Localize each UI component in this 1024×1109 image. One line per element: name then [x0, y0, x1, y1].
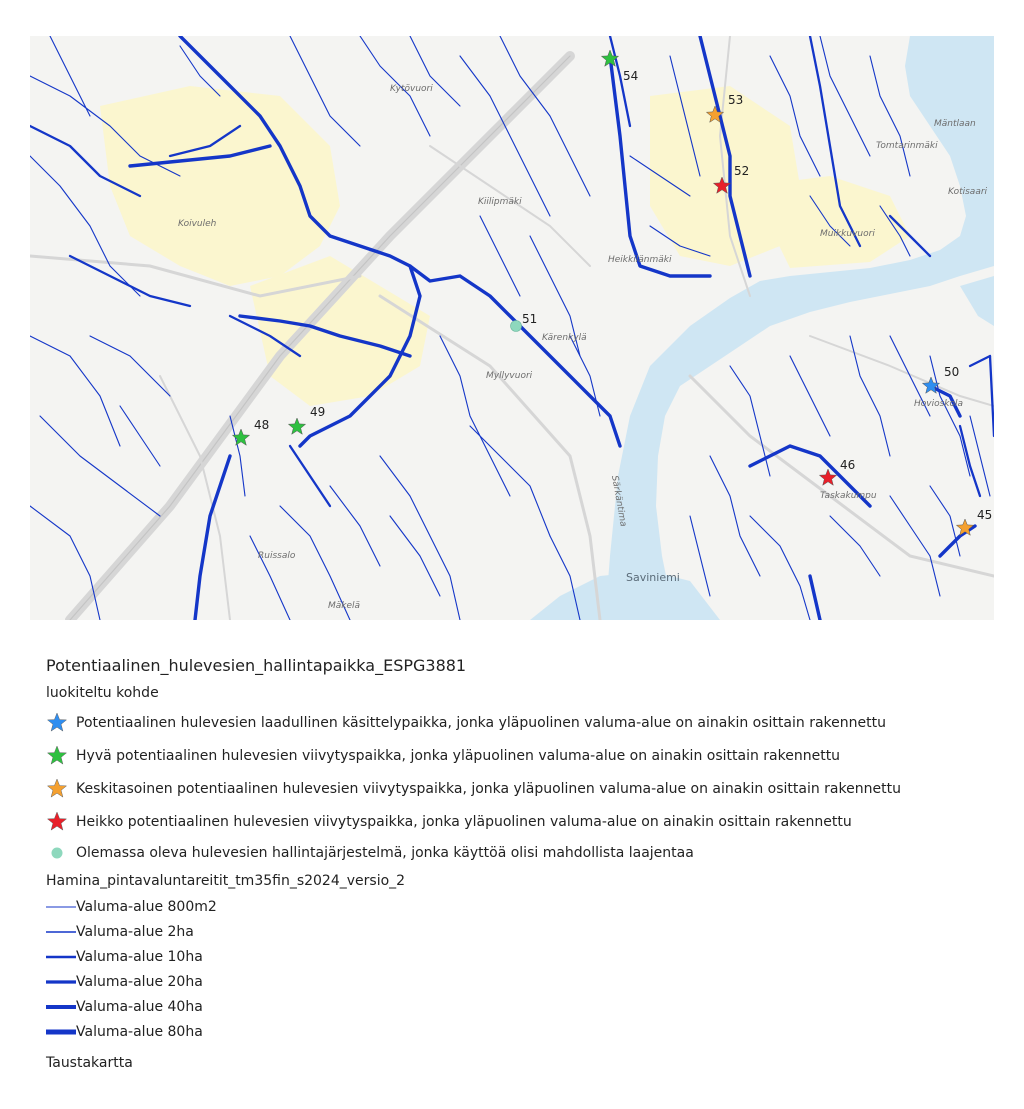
- line-icon: [46, 1027, 76, 1037]
- legend-line-800m2[interactable]: [46, 894, 986, 919]
- place-label: Taskakumpu: [820, 491, 877, 501]
- point-number: 46: [840, 458, 856, 472]
- star-icon: [46, 745, 76, 767]
- place-label: Kärenkylä: [542, 333, 587, 343]
- place-label: Koivuleh: [178, 219, 217, 229]
- place-label: Muikkuvuori: [820, 229, 875, 239]
- legend-label: Potentiaalinen hulevesien laadullinen käsittelypaikka, jonka yläpuolinen valuma-alue on ainakin osittain rakennettu: [76, 714, 886, 731]
- place-label: Saviniemi: [626, 571, 680, 584]
- legend-line-10ha[interactable]: [46, 944, 986, 969]
- map-legend: [46, 652, 986, 1078]
- legend-label: Keskitasoinen potentiaalinen hulevesien viivytyspaikka, jonka yläpuolinen valuma-alue on ainakin osittain rakennettu: [76, 780, 901, 797]
- legend-item-good[interactable]: [46, 739, 986, 772]
- water-label: Kotisaari: [948, 187, 988, 197]
- map-canvas: [30, 36, 994, 620]
- place-label: Ruissalo: [258, 551, 296, 561]
- point-number: 53: [728, 93, 744, 107]
- water-label: Mäntlaan: [934, 119, 976, 129]
- point-number: 54: [623, 69, 639, 83]
- place-label: Myllyvuori: [486, 371, 533, 381]
- legend-item-existing[interactable]: [46, 838, 986, 868]
- map-panel[interactable]: [30, 36, 994, 620]
- legend-label: Hyvä potentiaalinen hulevesien viivytyspaikka, jonka yläpuolinen valuma-alue on ainakin osittain rakennettu: [76, 747, 841, 764]
- place-label: Heikkilänmäki: [608, 255, 672, 265]
- circle-icon: [46, 842, 76, 864]
- legend-label: Valuma-alue 10ha: [76, 948, 203, 965]
- legend-item-medium[interactable]: [46, 772, 986, 805]
- place-label: Tomtarinmäki: [876, 141, 938, 151]
- legend-line-80ha[interactable]: [46, 1019, 986, 1044]
- legend-item-weak[interactable]: [46, 805, 986, 838]
- point-number: 49: [310, 405, 326, 419]
- place-label: Hovioskola: [914, 399, 964, 409]
- legend-label: Valuma-alue 800m2: [76, 898, 217, 915]
- legend-label: Valuma-alue 2ha: [76, 923, 194, 940]
- line-icon: [46, 977, 76, 987]
- legend-item-quality[interactable]: [46, 706, 986, 739]
- legend-line-20ha[interactable]: [46, 969, 986, 994]
- legend-title: Potentiaalinen_hulevesien_hallintapaikka_ESPG3881: [46, 656, 467, 675]
- place-label: Kiilipmäki: [478, 197, 522, 207]
- legend-label: Heikko potentiaalinen hulevesien viivytyspaikka, jonka yläpuolinen valuma-alue on ainakin osittain rakennettu: [76, 813, 852, 830]
- star-icon: [46, 811, 76, 833]
- point-number: 52: [734, 164, 750, 178]
- circle-icon: [511, 321, 522, 332]
- star-icon: [46, 778, 76, 800]
- point-number: 51: [522, 312, 538, 326]
- legend-section-title: Hamina_pintavaluntareitit_tm35fin_s2024_versio_2: [46, 873, 406, 889]
- line-icon: [46, 952, 76, 962]
- point-number: 48: [254, 418, 270, 432]
- line-icon: [46, 927, 76, 937]
- line-icon: [46, 902, 76, 912]
- legend-background-title: Taustakartta: [46, 1055, 133, 1071]
- legend-line-2ha[interactable]: [46, 919, 986, 944]
- line-icon: [46, 1002, 76, 1012]
- legend-label: Valuma-alue 80ha: [76, 1023, 203, 1040]
- place-label: Mäkelä: [328, 601, 361, 611]
- place-label: Kytövuori: [390, 84, 433, 94]
- legend-label: Olemassa oleva hulevesien hallintajärjestelmä, jonka käyttöä olisi mahdollista laajentaa: [76, 845, 694, 861]
- point-number: 50: [944, 365, 960, 379]
- legend-line-40ha[interactable]: [46, 994, 986, 1019]
- legend-subtitle: luokiteltu kohde: [46, 685, 159, 701]
- star-icon: [46, 712, 76, 734]
- legend-label: Valuma-alue 40ha: [76, 998, 203, 1015]
- water-label: Särkäntima: [609, 474, 628, 528]
- legend-label: Valuma-alue 20ha: [76, 973, 203, 990]
- point-number: 45: [977, 508, 993, 522]
